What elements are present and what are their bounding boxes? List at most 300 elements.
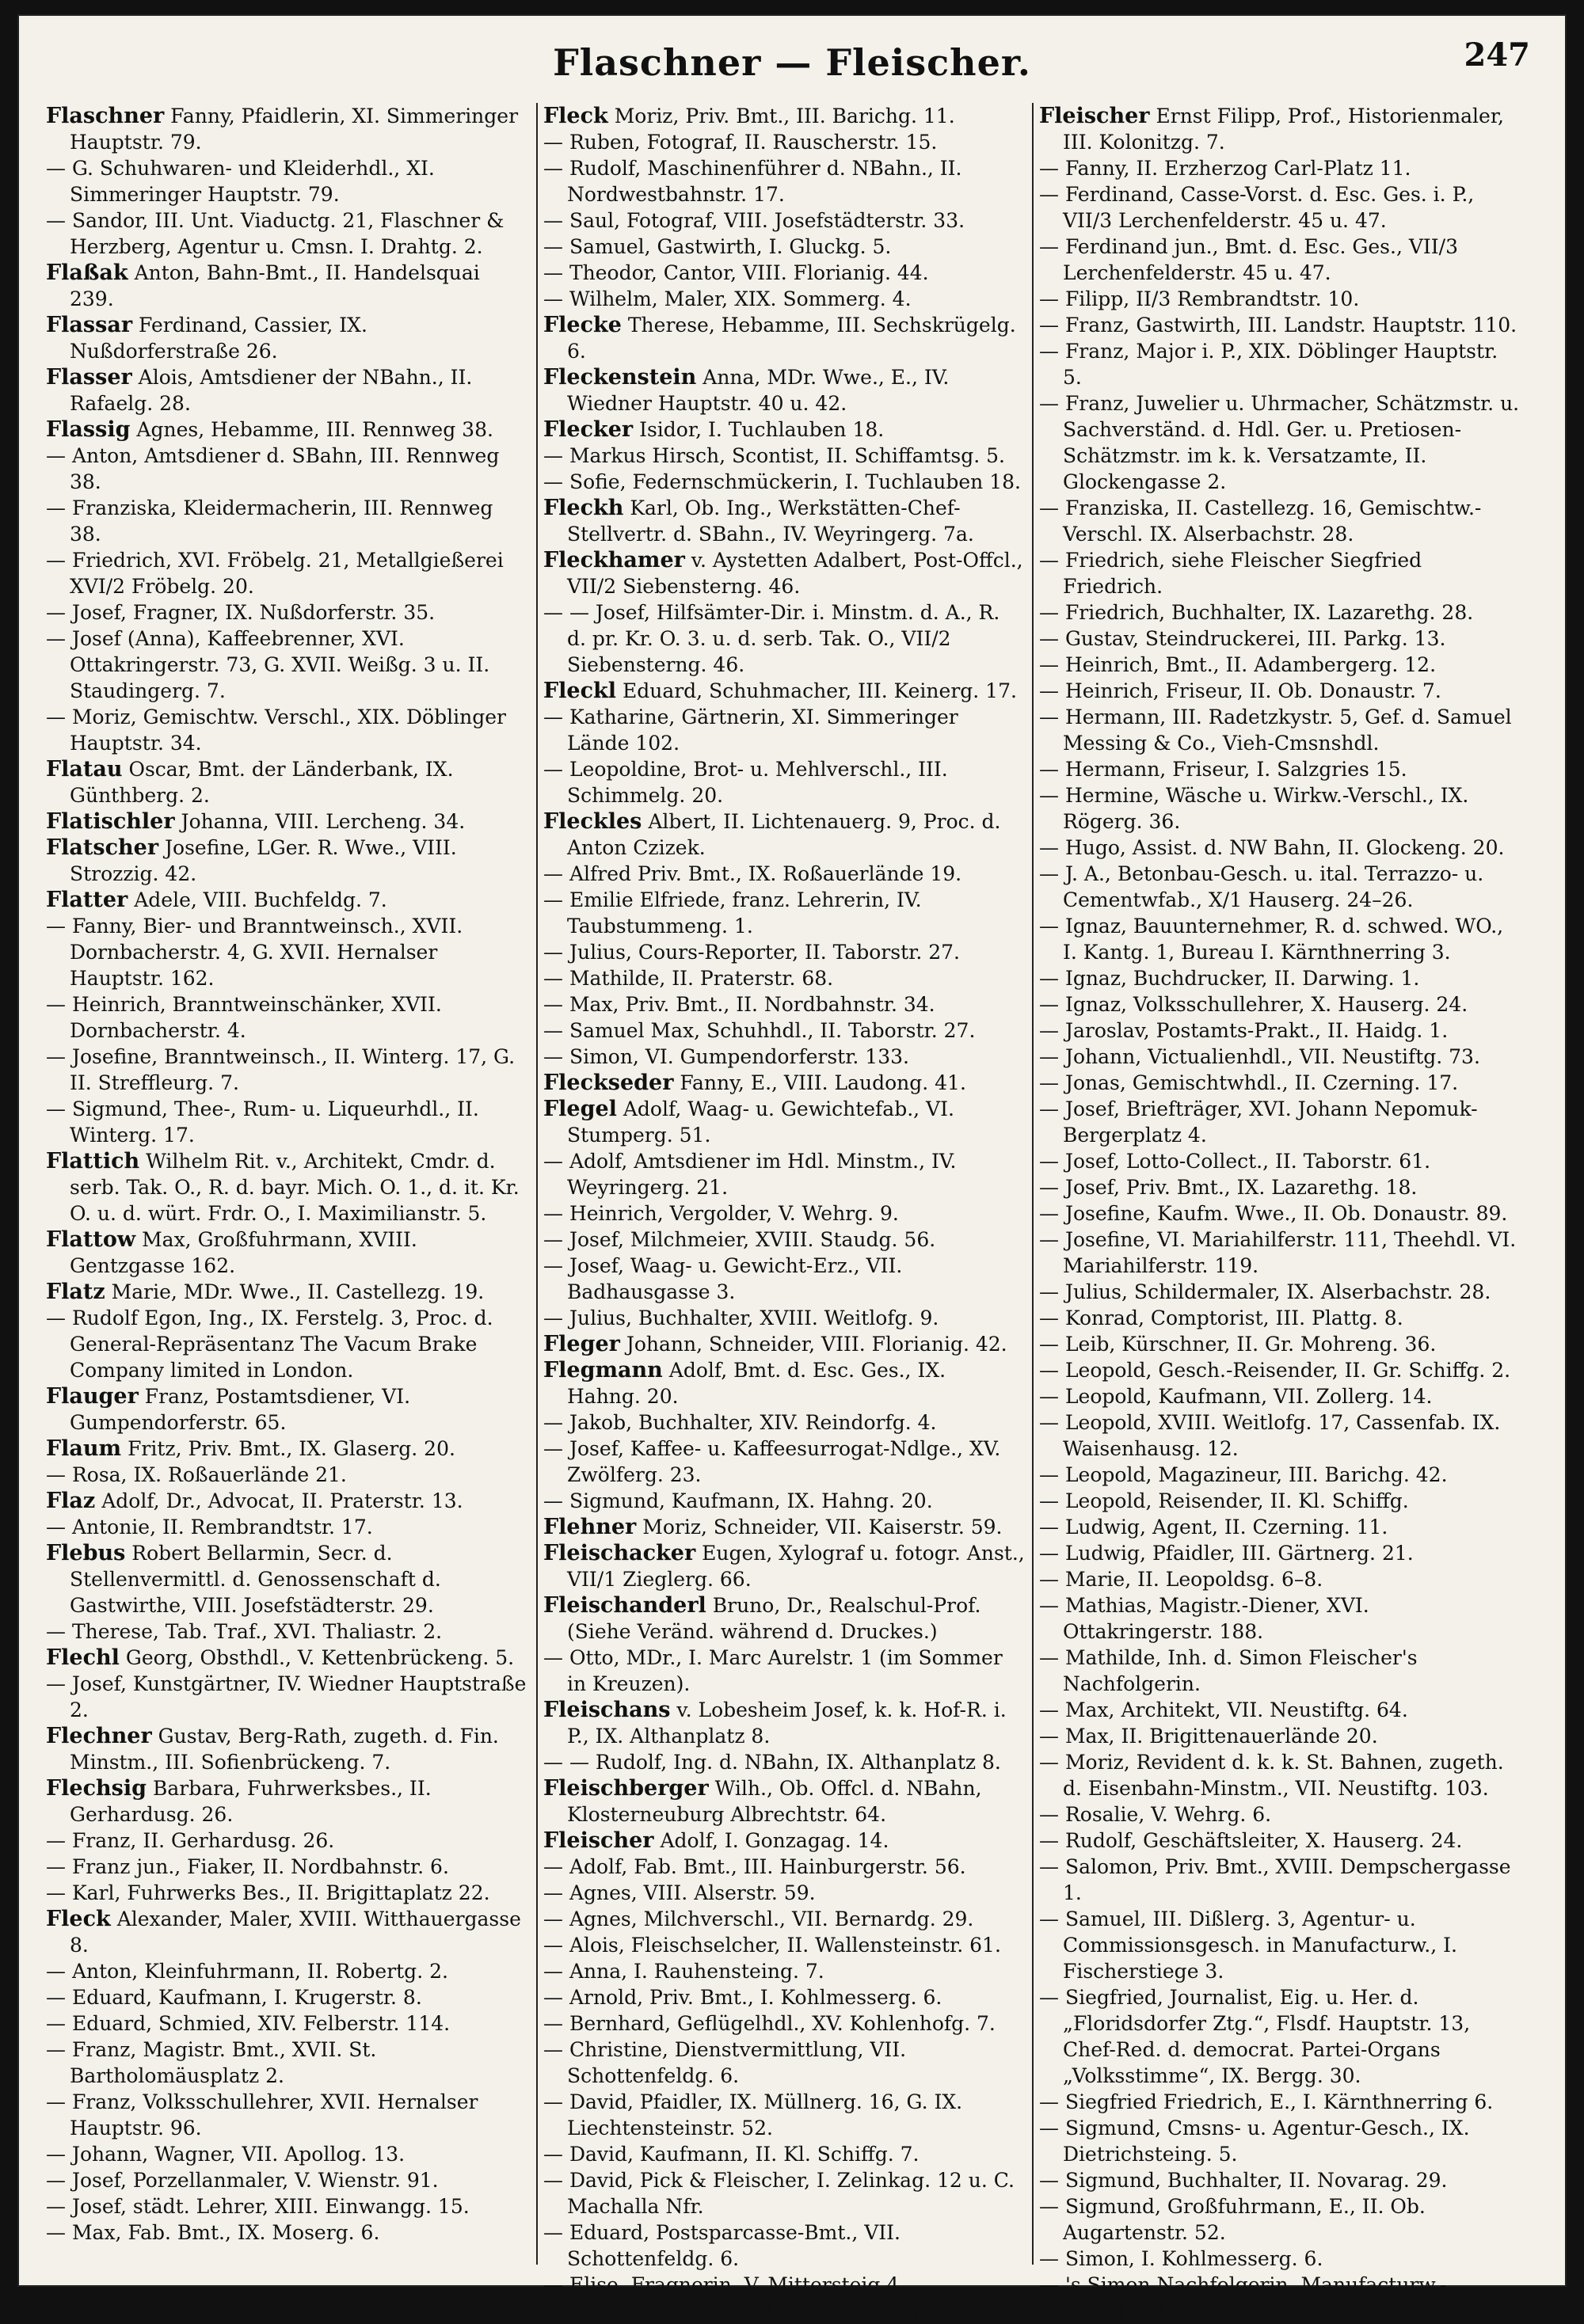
entry-text: — Josefine, Branntweinsch., II. Winterg. 17, G. II. Streffleurg. 7. [46,1045,516,1094]
directory-entry [46,1958,527,1984]
entry-surname: Flatscher [46,835,159,860]
directory-entry [543,1227,1025,1253]
entry-text: — Jakob, Buchhalter, XIV. Reindorfg. 4. [543,1411,937,1434]
directory-entry [543,1540,1025,1592]
directory-entry [46,207,527,260]
entry-text: — Josef, Waag- u. Gewicht-Erz., VII. Badhausgasse 3. [543,1254,903,1303]
entry-text: Barbara, Fuhrwerksbes., II. Gerhardusg. 26. [70,1777,432,1826]
directory-entry [543,1357,1025,1409]
directory-entry [1039,913,1521,965]
entry-text: — Heinrich, Branntweinschänker, XVII. Dornbacherstr. 4. [46,993,442,1042]
entry-surname: Flassar [46,313,133,337]
entry-text: — Moriz, Revident d. k. k. St. Bahnen, zugeth. d. Eisenbahn-Minstm., VII. Neustiftg. 103. [1039,1751,1504,1800]
entry-surname: Flatischler [46,809,175,834]
directory-entry [543,599,1025,678]
directory-entry [1039,155,1521,181]
directory-entry [46,312,527,364]
entry-text: Johanna, VIII. Lercheng. 34. [174,810,466,833]
entry-text: — Mathilde, Inh. d. Simon Fleischer's Nachfolgerin. [1039,1646,1418,1695]
entry-text: — Heinrich, Friseur, II. Ob. Donaustr. 7. [1039,679,1441,702]
entry-surname: Fleckhamer [543,548,685,572]
entry-text: — Johann, Victualienhdl., VII. Neustiftg. 73. [1039,1045,1480,1068]
entry-text: Agnes, Hebamme, III. Rennweg 38. [130,418,493,441]
entry-text: Adele, VIII. Buchfeldg. 7. [128,888,387,911]
directory-entry [543,1645,1025,1697]
entry-text: Franz, Postamtsdiener, VI. Gumpendorferstr. 65. [70,1385,411,1434]
entry-text: — Eduard, Postsparcasse-Bmt., VII. Schottenfeldg. 6. [543,2221,901,2270]
entry-text: — Leib, Kürschner, II. Gr. Mohreng. 36. [1039,1333,1437,1356]
entry-text: — Johann, Wagner, VII. Apollog. 13. [46,2143,406,2166]
directory-entry [1039,286,1521,312]
directory-entry [1039,103,1521,155]
entry-text: — Anna, I. Rauhensteing. 7. [543,1960,824,1983]
directory-entry [46,1227,527,1279]
directory-entry [46,626,527,704]
directory-entry [46,260,527,312]
directory-entry [46,704,527,756]
entry-text: — Arnold, Priv. Bmt., I. Kohlmesserg. 6. [543,1986,942,2009]
directory-entry [1039,2193,1521,2246]
entry-text: — Samuel Max, Schuhhdl., II. Taborstr. 27. [543,1019,976,1042]
directory-entry [1039,782,1521,835]
entry-text: v. Aystetten Adalbert, Post-Offcl., VII/2 Siebensterng. 46. [567,549,1023,598]
directory-entry [543,991,1025,1017]
entry-text: — Simon, VI. Gumpendorferstr. 133. [543,1045,909,1068]
entry-text: — Adolf, Amtsdiener im Hdl. Minstm., IV. Weyringerg. 21. [543,1150,957,1199]
entry-text: — Leopoldine, Brot- u. Mehlverschl., III. Schimmelg. 20. [543,758,948,807]
directory-entry [543,1409,1025,1436]
directory-entry [543,1932,1025,1958]
entry-text: — Rudolf, Geschäftsleiter, X. Hauserg. 24. [1039,1829,1463,1852]
entry-text: — Leopold, Magazineur, III. Barichg. 42. [1039,1463,1448,1486]
entry-text: — Josefine, VI. Mariahilferstr. 111, Theehdl. VI. Mariahilferstr. 119. [1039,1228,1517,1277]
entry-text: Marie, MDr. Wwe., II. Castellezg. 19. [105,1280,485,1303]
entry-text: Adolf, Bmt. d. Esc. Ges., IX. Hahng. 20. [567,1359,946,1408]
directory-entry [46,2089,527,2141]
entry-text: — Hermann, Friseur, I. Salzgries 15. [1039,758,1407,781]
entry-text: — Antonie, II. Rembrandtstr. 17. [46,1516,373,1539]
directory-entry [543,965,1025,991]
entry-text: — G. Schuhwaren- und Kleiderhdl., XI. Simmeringer Hauptstr. 79. [46,157,435,206]
entry-surname: Fleckl [543,679,617,703]
entry-surname: Flegel [543,1097,617,1121]
directory-entry [46,1984,527,2010]
entry-text: — Franz jun., Fiaker, II. Nordbahnstr. 6. [46,1855,449,1878]
directory-entry [1039,1279,1521,1305]
directory-entry [1039,2115,1521,2167]
directory-entry [46,1462,527,1488]
directory-entry [1039,390,1521,495]
directory-entry [46,2193,527,2219]
entry-text: Ferdinand, Cassier, IX. Nußdorferstraße 26. [70,314,367,363]
entry-text: Eugen, Xylograf u. fotogr. Anst., VII/1 Zieglerg. 66. [567,1542,1025,1591]
entry-text: — Franz, Magistr. Bmt., XVII. St. Bartholomäusplatz 2. [46,2038,377,2087]
entry-text: — Gustav, Steindruckerei, III. Parkg. 13. [1039,627,1446,650]
directory-entry [543,678,1025,704]
entry-text: — Sigmund, Kaufmann, IX. Hahng. 20. [543,1489,933,1512]
directory-entry [1039,991,1521,1017]
directory-entry [543,286,1025,312]
entry-text: — Friedrich, XVI. Fröbelg. 21, Metallgießerei XVI/2 Fröbelg. 20. [46,549,504,598]
entry-surname: Flattow [46,1227,136,1252]
entry-text: — Rudolf, Maschinenführer d. NBahn., II. Nordwestbahnstr. 17. [543,157,962,206]
directory-entry [543,1436,1025,1488]
entry-text: — Max, Fab. Bmt., IX. Moserg. 6. [46,2221,380,2244]
directory-entry [1039,1854,1521,1906]
entry-surname: Flaschner [46,104,165,128]
entry-text: Josefine, LGer. R. Wwe., VIII. Strozzig. 42. [70,836,457,885]
entry-text: — Josef, Briefträger, XVI. Johann Nepomuk-Bergerplatz 4. [1039,1097,1478,1147]
directory-entry [543,1044,1025,1070]
entry-surname: Fleck [543,104,608,128]
directory-entry [1039,1566,1521,1592]
entry-text: — Franz, Juwelier u. Uhrmacher, Schätzmstr. u. Sachverständ. d. Hdl. Ger. u. Pretiosen-Schätzmstr. im k. k. Versatzamte, II. Glockengasse 2. [1039,392,1520,493]
directory-entry [1039,1070,1521,1096]
entry-text: Robert Bellarmin, Secr. d. Stellenvermittl. d. Genossenschaft d. Gastwirthe, VIII. Josefstädterstr. 29. [70,1542,441,1617]
directory-entry [543,2298,1025,2324]
directory-entry [1039,678,1521,704]
entry-text: — Mathias, Magistr.-Diener, XVI. Ottakringerstr. 188. [1039,1594,1369,1643]
directory-entry [543,495,1025,547]
directory-entry [46,1540,527,1618]
entry-text: — Sofie, Federnschmückerin, I. Tuchlauben 18. [543,470,1021,493]
entry-text: — Anton, Amtsdiener d. SBahn, III. Rennweg 38. [46,444,500,493]
entry-text: Karl, Ob. Ing., Werkstätten-Chef-Stellvertr. d. SBahn., IV. Weyringerg. 7a. [567,496,974,546]
directory-page [17,14,1567,2322]
directory-entry [543,443,1025,469]
entry-text: — Josef, Porzellanmaler, V. Wienstr. 91. [46,2169,439,2192]
directory-entry [1039,1592,1521,1645]
entry-text: — Friedrich, Buchhalter, IX. Lazarethg. 28. [1039,601,1474,624]
directory-entry [543,1775,1025,1828]
entry-text: — Bernhard, Geflügelhdl., XV. Kohlenhofg. 7. [543,2012,996,2035]
entry-text: — Moriz, Gemischtw. Verschl., XIX. Döblinger Hauptstr. 34. [46,706,506,755]
entry-text: — Ludwig, Agent, II. Czerning. 11. [1039,1516,1388,1539]
directory-entry [46,2219,527,2246]
entry-surname: Flauger [46,1384,139,1409]
entry-text: — Franz, Major i. P., XIX. Döblinger Hauptstr. 5. [1039,340,1498,389]
directory-entry [543,1331,1025,1357]
entry-text: — Eduard, Kaufmann, I. Krugerstr. 8. [46,1986,422,2009]
entry-text: — Marie, II. Leopoldsg. 6–8. [1039,1568,1323,1591]
directory-entry [543,939,1025,965]
entry-surname: Flechsig [46,1776,147,1801]
directory-entry [1039,312,1521,338]
entry-text: — Christine, Dienstvermittlung, VII. Schottenfeldg. 6. [543,2038,907,2087]
entry-surname: Flebus [46,1541,126,1565]
column-divider [536,103,538,2265]
entry-surname: Flehner [543,1515,637,1539]
directory-entry [1039,1174,1521,1200]
directory-entry [46,808,527,835]
directory-entry [543,2272,1025,2298]
entry-text: Gustav, Berg-Rath, zugeth. d. Fin. Minstm., III. Sofienbrückeng. 7. [70,1725,499,1774]
directory-entry [46,1148,527,1227]
directory-entry [543,1592,1025,1645]
entry-text: — Sandor, III. Unt. Viaductg. 21, Flaschner & Herzberg, Agentur u. Cmsn. I. Drahtg. 2. [46,209,505,258]
entry-text: Isidor, I. Tuchlauben 18. [633,418,885,441]
entry-text: — Therese, Tab. Traf., XVI. Thaliastr. 2. [46,1620,443,1643]
directory-entry [46,1383,527,1436]
directory-entry [543,1017,1025,1044]
directory-entry [1039,1697,1521,1723]
directory-entry [1039,338,1521,390]
column-divider [1032,103,1034,2265]
directory-entry [1039,1488,1521,1514]
entry-text: Adolf, Dr., Advocat, II. Praterstr. 13. [95,1489,463,1512]
directory-entry [543,129,1025,155]
directory-entry [1039,1514,1521,1540]
directory-entry [543,704,1025,756]
directory-entry [543,1096,1025,1148]
directory-entry [46,416,527,443]
entry-surname: Fleischberger [543,1776,709,1801]
directory-entry [1039,756,1521,782]
entry-text: — J. A., Betonbau-Gesch. u. ital. Terrazzo- u. Cementwfab., X/1 Hauserg. 24–26. [1039,862,1484,911]
directory-entry [46,1618,527,1645]
entry-text: — Theodor, Cantor, VIII. Florianig. 44. [543,261,929,284]
entry-text: Ernst Filipp, Prof., Historienmaler, III. Kolonitzg. 7. [1063,105,1504,154]
entry-text: Fanny, Pfaidlerin, XI. Simmeringer Hauptstr. 79. [70,105,519,154]
directory-entry [543,547,1025,599]
directory-entry [46,1096,527,1148]
entry-text: — Alfred Priv. Bmt., IX. Roßauerlände 19. [543,862,962,885]
entry-text: — Ferdinand, Casse-Vorst. d. Esc. Ges. i. P., VII/3 Lerchenfelderstr. 45 u. 47. [1039,183,1475,232]
directory-entry [1039,2246,1521,2272]
directory-entry [46,364,527,416]
entry-text: — Mathilde, II. Praterstr. 68. [543,967,834,990]
directory-entry [46,1854,527,1880]
entry-text: — Josef, Fragner, IX. Nußdorferstr. 35. [46,601,436,624]
entry-text: — Julius, Schildermaler, IX. Alserbachstr. 28. [1039,1280,1491,1303]
page-number: 247 [1464,36,1530,74]
directory-entry [543,2219,1025,2272]
entry-text: — Leopold, Reisender, II. Kl. Schiffg. [1039,1489,1409,1512]
directory-entry [46,2010,527,2037]
entry-text: — Julius, Buchhalter, XVIII. Weitlofg. 9. [543,1307,939,1329]
entry-text: — Ruben, Fotograf, II. Rauscherstr. 15. [543,131,938,154]
directory-entry [543,808,1025,861]
directory-entry [1039,1828,1521,1854]
entry-text: — Josef, städt. Lehrer, XIII. Einwangg. 15. [46,2195,470,2218]
directory-entry [46,756,527,808]
entry-text: v. Lobesheim Josef, k. k. Hof-R. i. P., IX. Althanplatz 8. [567,1698,1007,1748]
entry-text: — Eduard, Schmied, XIV. Felberstr. 114. [46,2012,451,2035]
directory-entry [46,913,527,991]
entry-text: Wilhelm Rit. v., Architekt, Cmdr. d. serb. Tak. O., R. d. bayr. Mich. O. 1., d. it. Kr. O. u. d. würt. Frdr. O., I. Maximilianstr. 5. [70,1150,520,1225]
entry-text: Adolf, Waag- u. Gewichtefab., VI. Stumperg. 51. [567,1097,954,1147]
entry-text: — Samuel, III. Dißlerg. 3, Agentur- u. Commissionsgesch. in Manufacturw., I. Fischerstiege 3. [1039,1908,1457,1983]
directory-column-3 [1039,103,1521,2322]
directory-entry [543,155,1025,207]
page-title: Flaschner — Fleischer. [553,41,1031,84]
directory-entry [543,1488,1025,1514]
entry-text: — Konrad, Comptorist, III. Plattg. 8. [1039,1307,1403,1329]
entry-surname: Flecke [543,313,622,337]
entry-text: Fanny, E., VIII. Laudong. 41. [673,1071,966,1094]
directory-entry [46,599,527,626]
directory-entry [46,103,527,155]
directory-entry [46,1488,527,1514]
entry-text: — Jonas, Gemischtwhdl., II. Czerning. 17. [1039,1071,1459,1094]
directory-entry [543,234,1025,260]
directory-entry [46,2037,527,2089]
directory-entry [543,469,1025,495]
entry-text: — Franz, Volksschullehrer, XVII. Hernalser Hauptstr. 96. [46,2090,478,2140]
entry-surname: Fleckseder [543,1071,674,1095]
entry-text: — Alois, Fleischselcher, II. Wallensteinstr. 61. [543,1934,1001,1957]
directory-entry [1039,1906,1521,1984]
directory-entry [46,991,527,1044]
directory-entry [1039,2167,1521,2193]
entry-text: — Hugo, Assist. d. NW Bahn, II. Glockeng. 20. [1039,836,1505,859]
entry-surname: Flassig [46,417,131,442]
entry-text: — David, Pick & Fleischer, I. Zelinkag. 12 u. C. Machalla Nfr. [543,2169,1015,2218]
directory-entry [1039,1096,1521,1148]
entry-text: — Sigmund, Thee-, Rum- u. Liqueurhdl., II. Winterg. 17. [46,1097,479,1147]
entry-text: — Max, Priv. Bmt., II. Nordbahnstr. 34. [543,993,935,1016]
page-header [17,36,1567,92]
entry-text: — Fanny, Bier- und Branntweinsch., XVII. Dornbacherstr. 4, G. XVII. Hernalser Hauptstr. 162. [46,915,463,990]
entry-text: — Samuel, Gastwirth, I. Gluckg. 5. [543,235,892,258]
entry-surname: Fleckenstein [543,365,697,390]
entry-text: — Emilie, Feinputzerei, VII. Kircheng. 35. [543,2299,964,2322]
entry-surname: Fleckles [543,809,642,834]
entry-text: — Elise, Fragnerin, V. Mittersteig 4. [543,2273,906,2296]
directory-entry [1039,234,1521,286]
directory-entry [543,2089,1025,2141]
entry-text: — Simon, I. Kohlmesserg. 6. [1039,2247,1323,2270]
directory-entry [46,1044,527,1096]
directory-entry [543,364,1025,416]
entry-text: Bruno, Dr., Realschul-Prof. (Siehe Veränd. während d. Druckes.) [567,1594,981,1643]
entry-text: Adolf, I. Gonzagag. 14. [653,1829,889,1852]
entry-text: — Anton, Kleinfuhrmann, II. Robertg. 2. [46,1960,448,1983]
entry-surname: Flegmann [543,1358,663,1383]
directory-entry [1039,495,1521,547]
entry-text: — Agnes, VIII. Alserstr. 59. [543,1881,816,1904]
entry-text: — Sigmund, Cmsns- u. Agentur-Gesch., IX. Dietrichsteing. 5. [1039,2117,1470,2166]
directory-entry [1039,1749,1521,1801]
entry-text: — Rosa, IX. Roßauerlände 21. [46,1463,347,1486]
directory-entry [46,1880,527,1906]
directory-entry [543,1984,1025,2010]
entry-text: — Adolf, Fab. Bmt., III. Hainburgerstr. 56. [543,1855,966,1878]
entry-surname: Fleischacker [543,1541,696,1565]
entry-text: Moriz, Priv. Bmt., III. Barichg. 11. [607,105,955,127]
directory-entry [543,2010,1025,2037]
entry-text: Moriz, Schneider, VII. Kaiserstr. 59. [636,1516,1003,1539]
entry-text: — Leopold, XVIII. Weitlofg. 17, Cassenfab. IX. Waisenhausg. 12. [1039,1411,1501,1460]
directory-entry [46,1828,527,1854]
directory-entry [543,1749,1025,1775]
entry-text: — Karl, Fuhrwerks Bes., II. Brigittaplatz 22. [46,1881,490,1904]
directory-entry [543,1880,1025,1906]
directory-entry [543,2037,1025,2089]
directory-entry [543,207,1025,234]
entry-text: — Julius, Cours-Reporter, II. Taborstr. 27. [543,941,960,964]
entry-text: — — Rudolf, Ing. d. NBahn, IX. Althanplatz 8. [543,1751,1001,1774]
entry-text: — Max, II. Brigittenauerlände 20. [1039,1725,1378,1748]
directory-entry [543,1070,1025,1096]
directory-entry [1039,965,1521,991]
entry-text: — Leopold, Gesch.-Reisender, II. Gr. Schiffg. 2. [1039,1359,1511,1382]
entry-text: — Franz, Gastwirth, III. Landstr. Hauptstr. 110. [1039,314,1517,337]
directory-entry [1039,599,1521,626]
directory-entry [543,260,1025,286]
directory-entry [46,1906,527,1958]
directory-entry [46,443,527,495]
entry-text: — Ignaz, Buchdrucker, II. Darwing. 1. [1039,967,1420,990]
entry-text: — Josef, Milchmeier, XVIII. Staudg. 56. [543,1228,936,1251]
directory-entry [543,416,1025,443]
entry-surname: Flechl [46,1645,120,1670]
entry-text: Eduard, Schuhmacher, III. Keinerg. 17. [616,679,1017,702]
directory-entry [543,887,1025,939]
directory-entry [46,1671,527,1723]
directory-entry [1039,652,1521,678]
entry-surname: Fleischer [543,1828,654,1853]
directory-entry [543,2141,1025,2167]
directory-entry [46,1775,527,1828]
entry-text: — Markus Hirsch, Scontist, II. Schiffamtsg. 5. [543,444,1005,467]
entry-text: — Agnes, Milchverschl., VII. Bernardg. 29. [543,1908,974,1930]
entry-surname: Fleischer [1039,104,1150,128]
directory-entry [1039,1462,1521,1488]
entry-text: Max, Großfuhrmann, XVIII. Gentzgasse 162. [70,1228,417,1277]
directory-entry [1039,2272,1521,2324]
directory-entry [46,2167,527,2193]
directory-entry [543,2167,1025,2219]
entry-text: — Siegfried Friedrich, E., I. Kärnthnerring 6. [1039,2090,1494,2113]
entry-text: — Heinrich, Bmt., II. Adambergerg. 12. [1039,653,1437,676]
entry-text: — Katharine, Gärtnerin, XI. Simmeringer Lände 102. [543,706,958,755]
entry-text: — Saul, Fotograf, VIII. Josefstädterstr. 33. [543,209,965,232]
directory-entry [1039,704,1521,756]
directory-entry [46,1436,527,1462]
entry-text: Albert, II. Lichtenauerg. 9, Proc. d. Anton Czizek. [567,810,1001,859]
entry-text: — David, Kaufmann, II. Kl. Schiffg. 7. [543,2143,920,2166]
entry-text: — Emilie Elfriede, franz. Lehrerin, IV. Taubstummeng. 1. [543,888,922,938]
directory-entry [1039,2089,1521,2115]
directory-entry [46,835,527,887]
directory-entry [1039,626,1521,652]
entry-surname: Flaz [46,1489,96,1513]
directory-entry [543,103,1025,129]
directory-entry [543,1514,1025,1540]
entry-text: — Sigmund, Buchhalter, II. Novarag. 29. [1039,2169,1448,2192]
entry-text: — Hermann, III. Radetzkystr. 5, Gef. d. Samuel Messing & Co., Vieh-Cmsnshdl. [1039,706,1512,755]
entry-surname: Flattich [46,1149,140,1173]
directory-column-2 [543,103,1025,2322]
entry-text: — Friedrich, siehe Fleischer Siegfried Friedrich. [1039,549,1422,598]
entry-text: — Ignaz, Bauunternehmer, R. d. schwed. WO., I. Kantg. 1, Bureau I. Kärnthnerring 3. [1039,915,1504,964]
entry-text: — Hermine, Wäsche u. Wirkw.-Verschl., IX. Rögerg. 36. [1039,784,1469,833]
entry-text: Anna, MDr. Wwe., E., IV. Wiedner Hauptstr. 40 u. 42. [567,366,950,415]
directory-entry [1039,181,1521,234]
entry-text: — Heinrich, Vergolder, V. Wehrg. 9. [543,1202,899,1225]
entry-surname: Flatter [46,888,128,912]
directory-entry [1039,547,1521,599]
directory-entry [543,1828,1025,1854]
directory-entry [1039,861,1521,913]
entry-surname: Fleger [543,1332,620,1356]
entry-surname: Flechner [46,1724,152,1748]
directory-entry [1039,835,1521,861]
entry-text: — Josef, Priv. Bmt., IX. Lazarethg. 18. [1039,1176,1418,1199]
entry-text: — Max, Architekt, VII. Neustiftg. 64. [1039,1698,1408,1721]
entry-text: — — Josef, Hilfsämter-Dir. i. Minstm. d. A., R. d. pr. Kr. O. 3. u. d. serb. Tak. O., VII/2 Siebensterng. 46. [543,601,1000,676]
